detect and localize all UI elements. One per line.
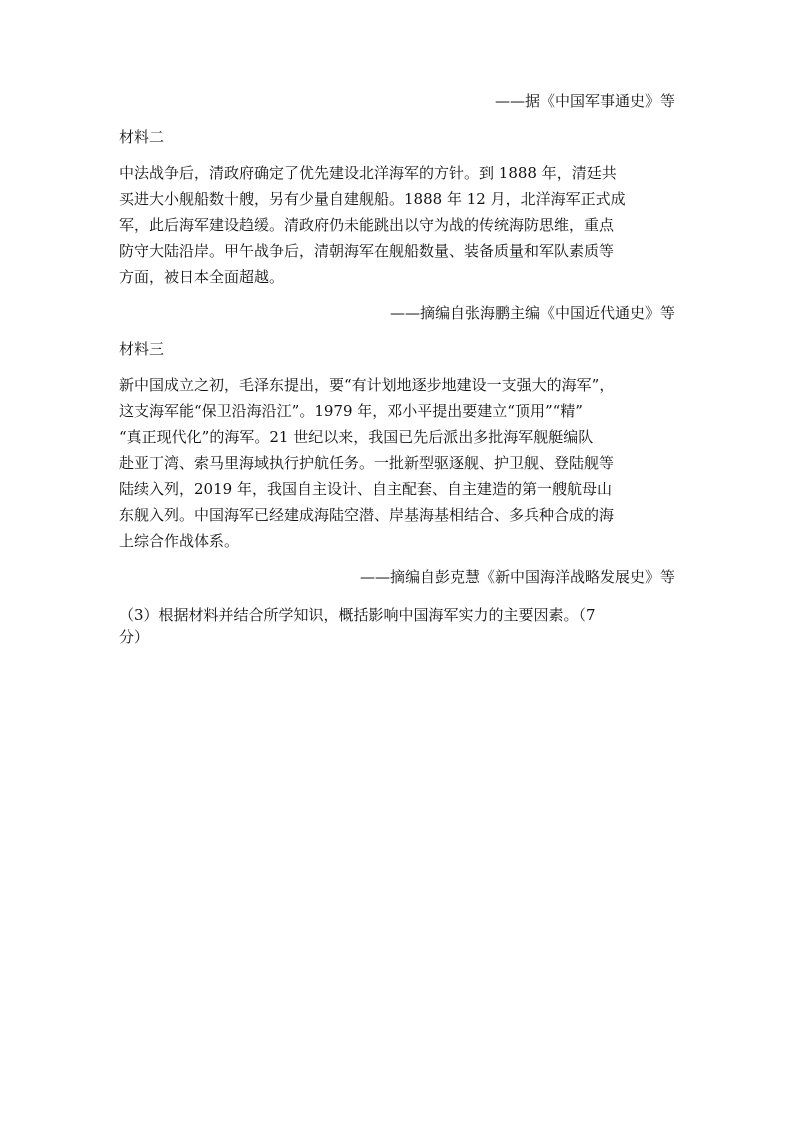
material-paragraph-2 [119,160,675,290]
paragraph-line: 上综合作战体系。 [119,532,240,550]
paragraph-line: 东舰入列。中国海军已经建成海陆空潜、岸基海基相结合、多兵种合成的海 [119,506,615,524]
paragraph-line: 新中国成立之初，毛泽东提出，要“有计划地逐步地建设一支强大的海军”， [119,376,615,394]
material-heading-2: 材料二 [119,128,165,146]
paragraph-line: 赴亚丁湾、索马里海域执行护航任务。一批新型驱逐舰、护卫舰、登陆舰等 [119,454,615,472]
material-paragraph-3 [119,372,675,554]
paragraph-line: 军，此后海军建设趋缓。清政府仍未能跳出以守为战的传统海防思维，重点 [119,216,615,234]
paragraph-line: 中法战争后，清政府确定了优先建设北洋海军的方针。到 1888 年，清廷共 [119,164,617,182]
document-page [119,88,675,648]
question-line: 分） [119,628,150,646]
question-3 [119,604,675,648]
source-citation-3: ——摘编自彭克慧《新中国海洋战略发展史》等 [359,568,675,586]
paragraph-line: 方面，被日本全面超越。 [119,268,285,286]
paragraph-line: 防守大陆沿岸。甲午战争后，清朝海军在舰船数量、装备质量和军队素质等 [119,242,615,260]
paragraph-line: 买进大小舰船数十艘，另有少量自建舰船。1888 年 12 月，北洋海军正式成 [119,190,626,208]
source-citation-1: ——据《中国军事通史》等 [494,92,675,110]
paragraph-line: 陆续入列，2019 年，我国自主设计、自主配套、自主建造的第一艘航母山 [119,480,612,498]
material-heading-3: 材料三 [119,340,165,358]
paragraph-line: 这支海军能“保卫沿海沿江”。1979 年，邓小平提出要建立“顶用”“精” [119,402,583,420]
question-line: （3）根据材料并结合所学知识，概括影响中国海军实力的主要因素。（7 [119,606,596,624]
paragraph-line: “真正现代化”的海军。21 世纪以来，我国已先后派出多批海军舰艇编队 [119,428,594,446]
source-citation-2: ——摘编自张海鹏主编《中国近代通史》等 [389,304,675,322]
